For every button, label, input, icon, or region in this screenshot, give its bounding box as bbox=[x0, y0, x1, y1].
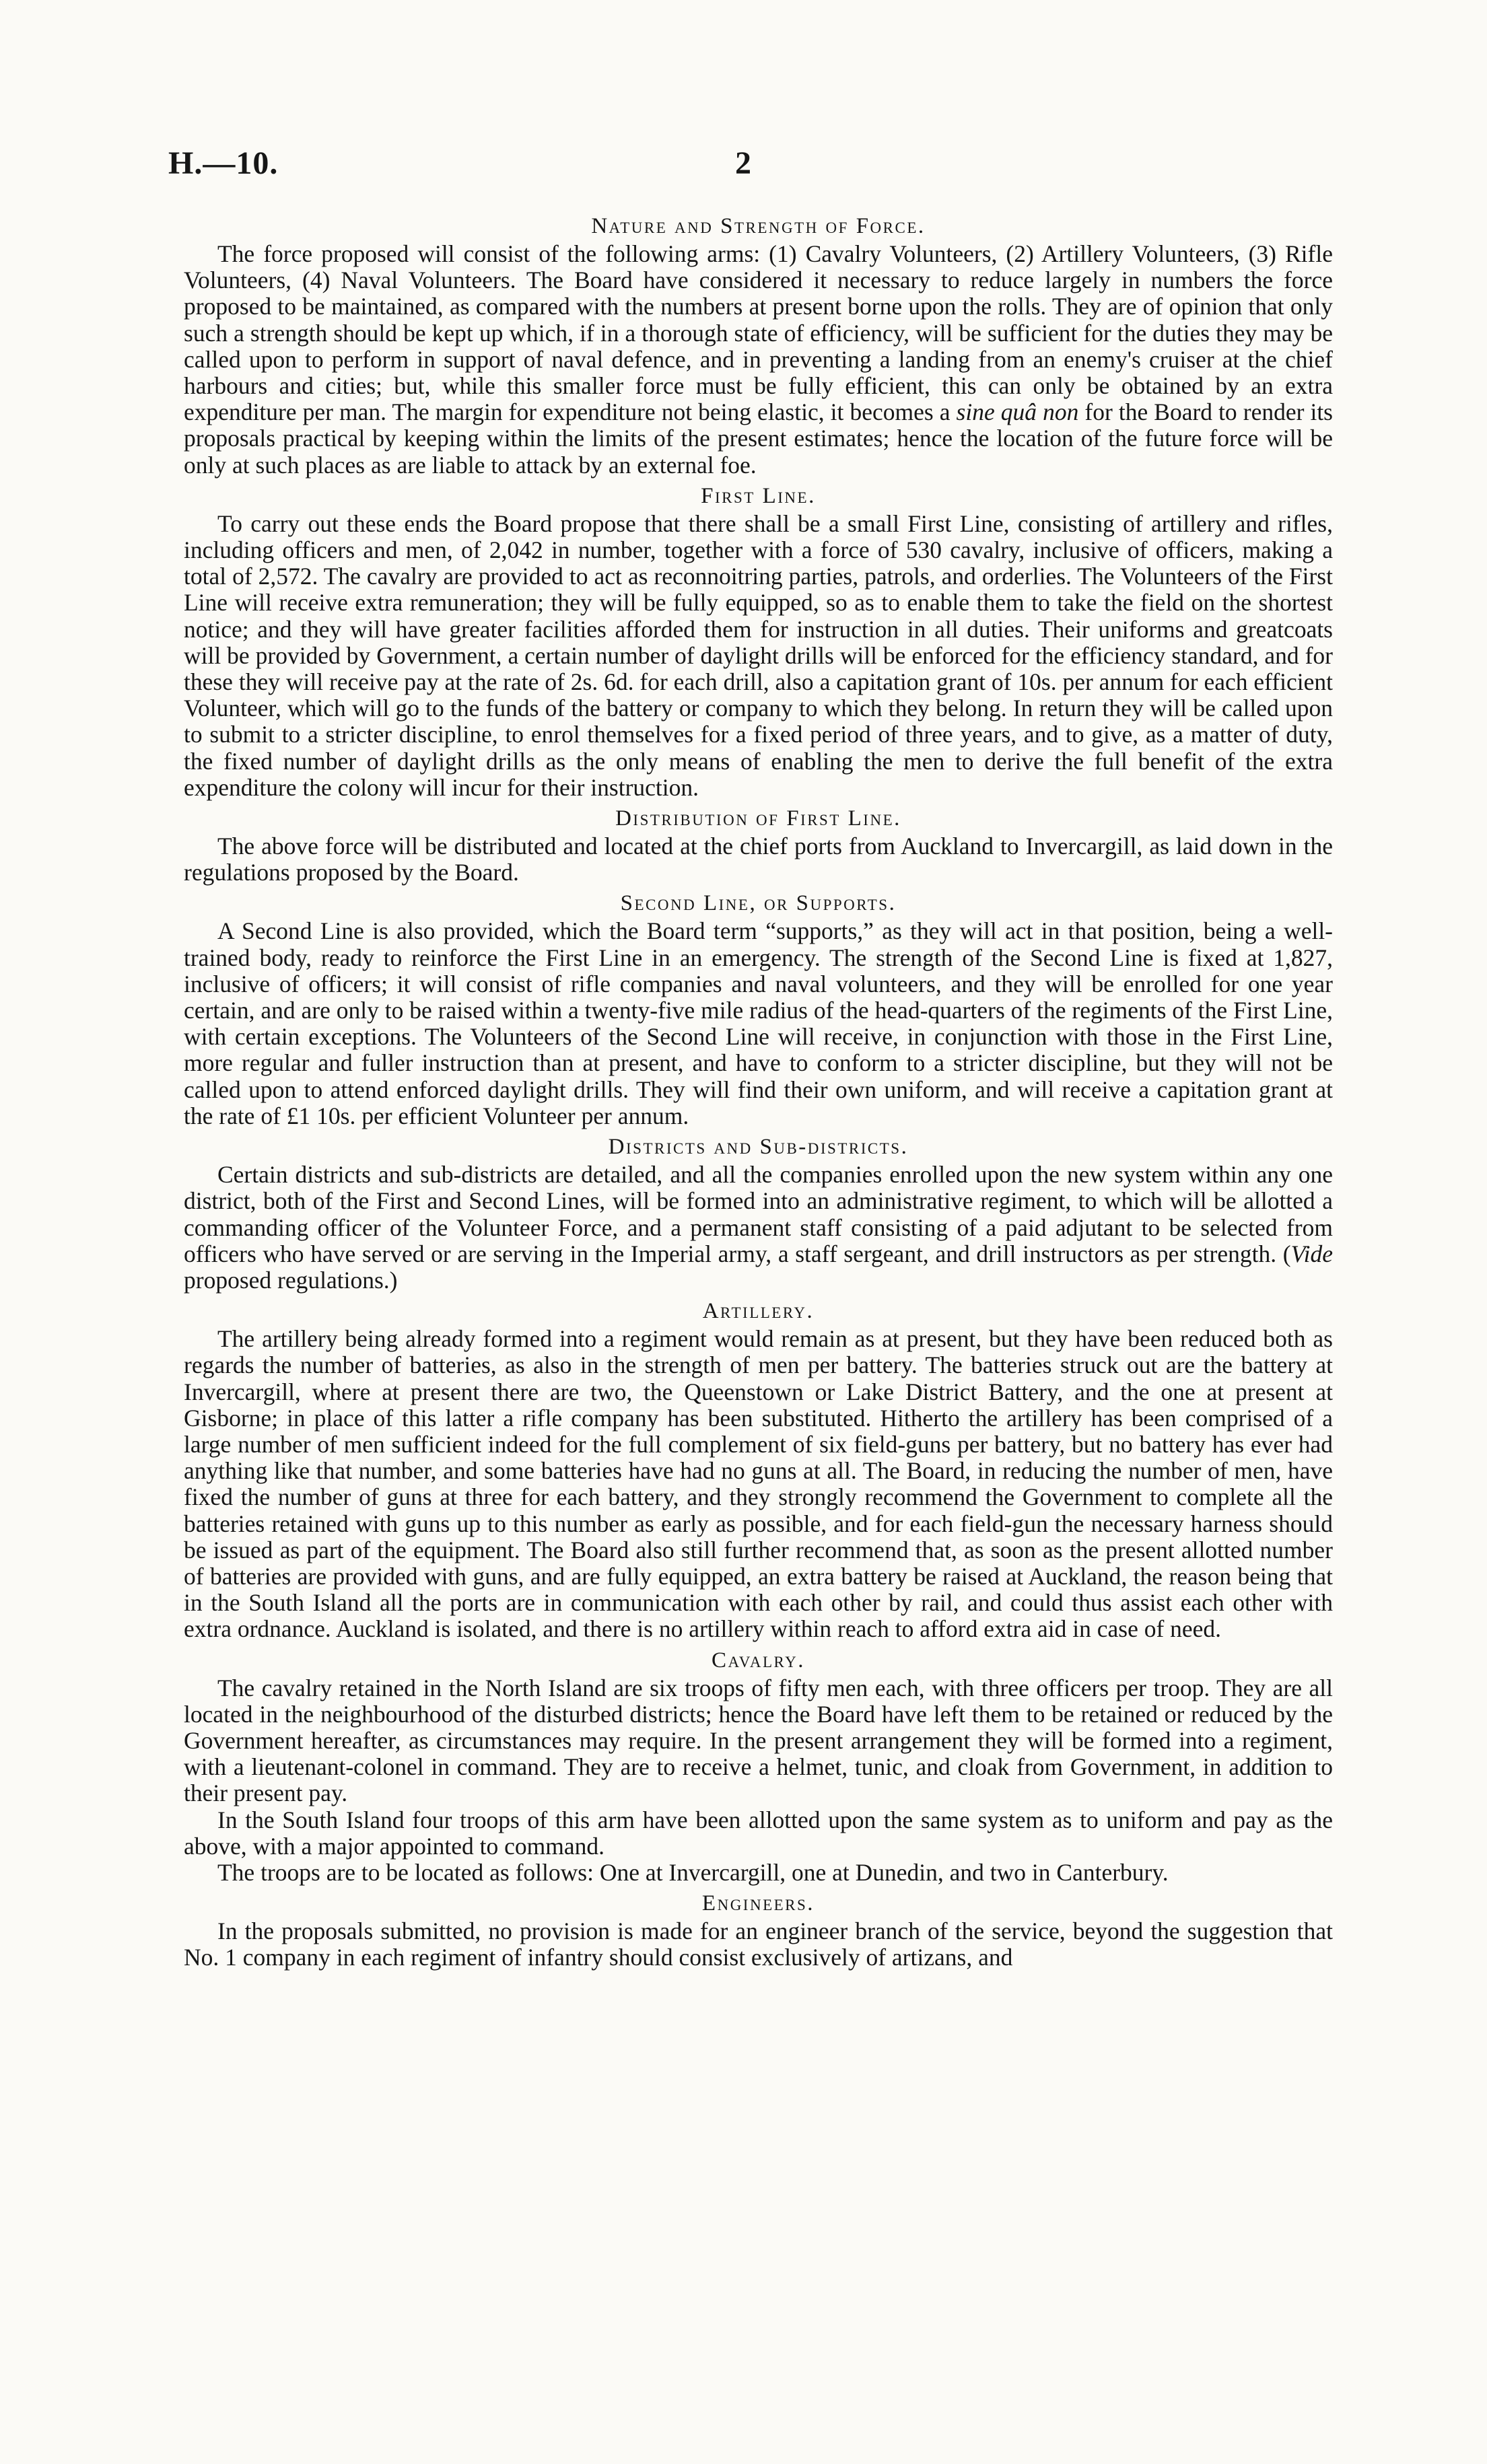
document-reference: H.—10. bbox=[168, 145, 279, 181]
section-paragraph: To carry out these ends the Board propose that there shall be a small First Line, consisting of artillery and rifles, including officers and men, of 2,042 in number, together with a force of 530 cavalry, inclusive of officers, making a total of 2,572. The cavalry are provided to act as reconnoitring parties, patrols, and orderlies. The Volunteers of the First Line will receive extra remuneration; they will be fully equipped, so as to enable them to take the field on the shortest notice; and they will have greater facilities afforded them for instruction in all duties. Their uniforms and greatcoats will be provided by Government, a certain number of daylight drills will be enforced for the efficiency standard, and for these they will receive pay at the rate of 2s. 6d. for each drill, also a capitation grant of 10s. per annum for each efficient Volunteer, which will go to the funds of the battery or company to which they belong. In return they will be called upon to submit to a stricter discipline, to enrol themselves for a fixed period of three years, and to give, as a matter of duty, the fixed number of daylight drills as the only means of enabling the men to derive the full benefit of the extra expenditure the colony will incur for their instruction. bbox=[184, 509, 1333, 801]
section-heading: Cavalry. bbox=[712, 1648, 805, 1673]
section-paragraph: The artillery being already formed into a regiment would remain as at present, but they have been reduced both as regards the number of batteries, as also in the strength of men per battery. The batteries struck out are the battery at Invercargill, where at present there are two, the Queenstown or Lake District Battery, and the one at present at Gisborne; in place of this latter a rifle company has been substituted. Hitherto the artillery has been comprised of a large number of men sufficient indeed for the full complement of six field-guns per battery, but no battery has ever had anything like that number, and some batteries have had no guns at all. The Board, in reducing the number of men, have fixed the number of guns at three for each battery, and they strongly recommend the Government to complete all the batteries retained with guns up to this number as early as possible, and for each field-gun the necessary harness should be issued as part of the equipment. The Board also still further recommend that, as soon as the present allotted number of batteries are provided with guns, and are fully equipped, an extra battery be raised at Auckland, the reason being that in the South Island all the ports are in communication with each other by rail, and could thus assist each other with extra ordnance. Auckland is isolated, and there is no artillery within reach to afford extra aid in case of need. bbox=[184, 1325, 1333, 1643]
page-header bbox=[0, 145, 1487, 192]
section-paragraph: A Second Line is also provided, which the Board term “supports,” as they will act in that position, being a well-trained body, ready to reinforce the First Line in an emergency. The strength of the Second Line is fixed at 1,827, inclusive of officers; it will consist of rifle companies and naval volunteers, and they will be enrolled for one year certain, and are only to be raised within a twenty-five mile radius of the head-quarters of the regiments of the First Line, with certain exceptions. The Volunteers of the Second Line will receive, in conjunction with those in the First Line, more regular and fuller instruction than at present, and have to conform to a stricter discipline, but they will not be called upon to attend enforced daylight drills. They will find their own uniform, and will receive a capitation grant at the rate of £1 10s. per efficient Volunteer per annum. bbox=[184, 917, 1333, 1129]
section-paragraph: Certain districts and sub-districts are detailed, and all the companies enrolled upon the new system within any one district, both of the First and Second Lines, will be formed into an administrative regiment, to which will be allotted a commanding officer of the Volunteer Force, and a permanent staff consisting of a paid adjutant to be selected from officers who have served or are serving in the Imperial army, a staff sergeant, and drill instructors as per strength. (Vide proposed regulations.) bbox=[184, 1161, 1333, 1294]
section-heading: First Line. bbox=[701, 483, 816, 508]
section-paragraph: The troops are to be located as follows: One at Invercargill, one at Dunedin, and two in Canterbury. bbox=[217, 1858, 1169, 1886]
section-heading: Engineers. bbox=[701, 1891, 815, 1916]
section-heading: Second Line, or Supports. bbox=[620, 891, 897, 916]
section-heading: Artillery. bbox=[702, 1299, 815, 1324]
section-paragraph: The cavalry retained in the North Island are six troops of fifty men each, with three officers per troop. They are all located in the neighbourhood of the disturbed districts; hence the Board have left them to be retained or reduced by the Government hereafter, as circumstances may require. In the present arrangement they will be formed into a regiment, with a lieutenant-colonel in command. They are to receive a helmet, tunic, and cloak from Government, in addition to their present pay. bbox=[184, 1674, 1333, 1807]
section-paragraph: In the South Island four troops of this arm have been allotted upon the same system as to uniform and pay as the above, with a major appointed to command. bbox=[184, 1806, 1333, 1860]
section-heading: Districts and Sub-districts. bbox=[608, 1135, 909, 1160]
section-paragraph: The above force will be distributed and located at the chief ports from Auckland to Invercargill, as laid down in the regulations proposed by the Board. bbox=[184, 833, 1333, 886]
document-body bbox=[184, 209, 1333, 1971]
section-heading: Distribution of First Line. bbox=[615, 806, 901, 831]
section-heading: Nature and Strength of Force. bbox=[591, 214, 926, 238]
section-paragraph: The force proposed will consist of the following arms: (1) Cavalry Volunteers, (2) Artillery Volunteers, (3) Rifle Volunteers, (4) Naval Volunteers. The Board have considered it necessary to reduce largely in numbers the force proposed to be maintained, as compared with the numbers at present borne upon the rolls. They are of opinion that only such a strength should be kept up which, if in a thorough state of efficiency, will be sufficient for the duties they may be called upon to perform in support of naval defence, and in preventing a landing from an enemy's cruiser at the chief harbours and cities; but, while this smaller force must be fully efficient, this can only be obtained by an extra expenditure per man. The margin for expenditure not being elastic, it becomes a sine quâ non for the Board to render its proposals practical by keeping within the limits of the present estimates; hence the location of the future force will be only at such places as are liable to attack by an external foe. bbox=[184, 240, 1333, 479]
page-number: 2 bbox=[735, 145, 751, 181]
section-paragraph: In the proposals submitted, no provision is made for an engineer branch of the service, beyond the suggestion that No. 1 company in each regiment of infantry should consist exclusively of artizans, and bbox=[184, 1917, 1333, 1971]
